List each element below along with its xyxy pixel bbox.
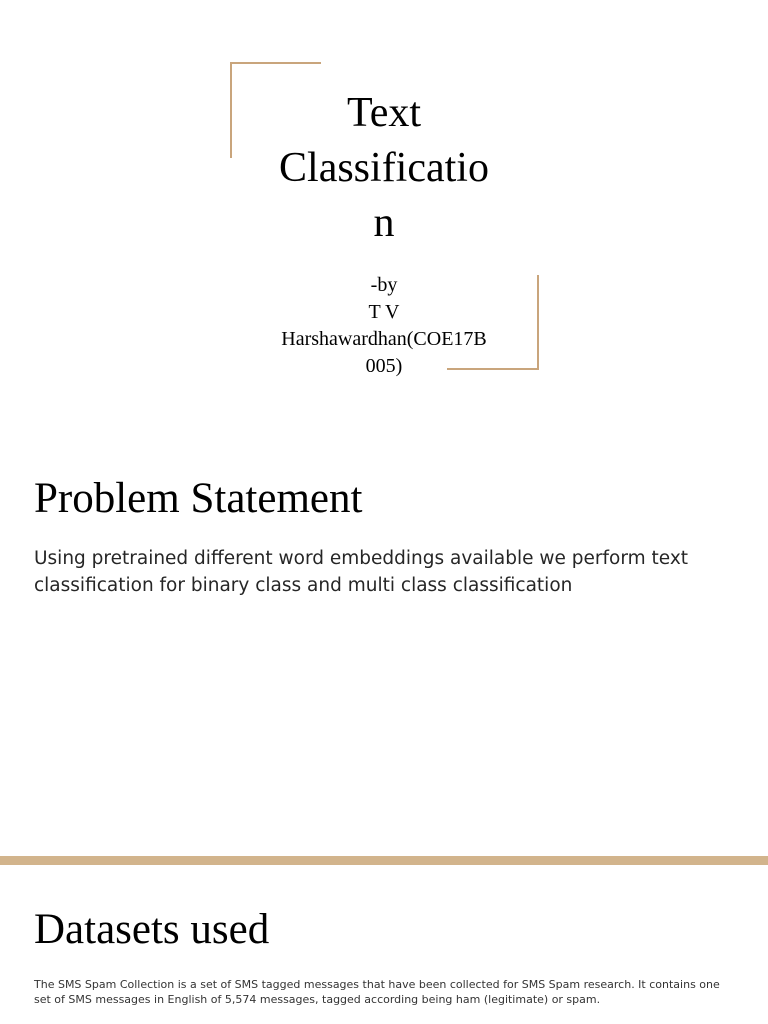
slide-heading: Problem Statement xyxy=(34,475,363,522)
author-block xyxy=(254,272,514,380)
datasets-slide xyxy=(0,865,768,1024)
problem-statement-slide xyxy=(0,430,768,856)
slide-divider xyxy=(0,856,768,865)
slide-body-text: The SMS Spam Collection is a set of SMS tagged messages that have been collected for SMS Spam research. It contains one set of SMS messages in English of 5,574 messages, tagged according being ham (legitimate) or spam. xyxy=(34,978,720,1006)
title-line: Text xyxy=(346,90,422,136)
presentation-title xyxy=(254,86,514,251)
byline: -by xyxy=(370,274,398,296)
author-line: Harshawardhan(COE17B xyxy=(281,328,487,350)
author-line: 005) xyxy=(365,355,403,377)
title-line: n xyxy=(373,200,395,246)
slide-heading: Datasets used xyxy=(34,906,270,953)
title-slide xyxy=(0,0,768,430)
title-line: Classificatio xyxy=(279,145,489,191)
author-line: T V xyxy=(368,301,400,323)
slide-body-text: Using pretrained different word embeddings available we perform text classification for binary class and multi class classification xyxy=(34,548,689,596)
